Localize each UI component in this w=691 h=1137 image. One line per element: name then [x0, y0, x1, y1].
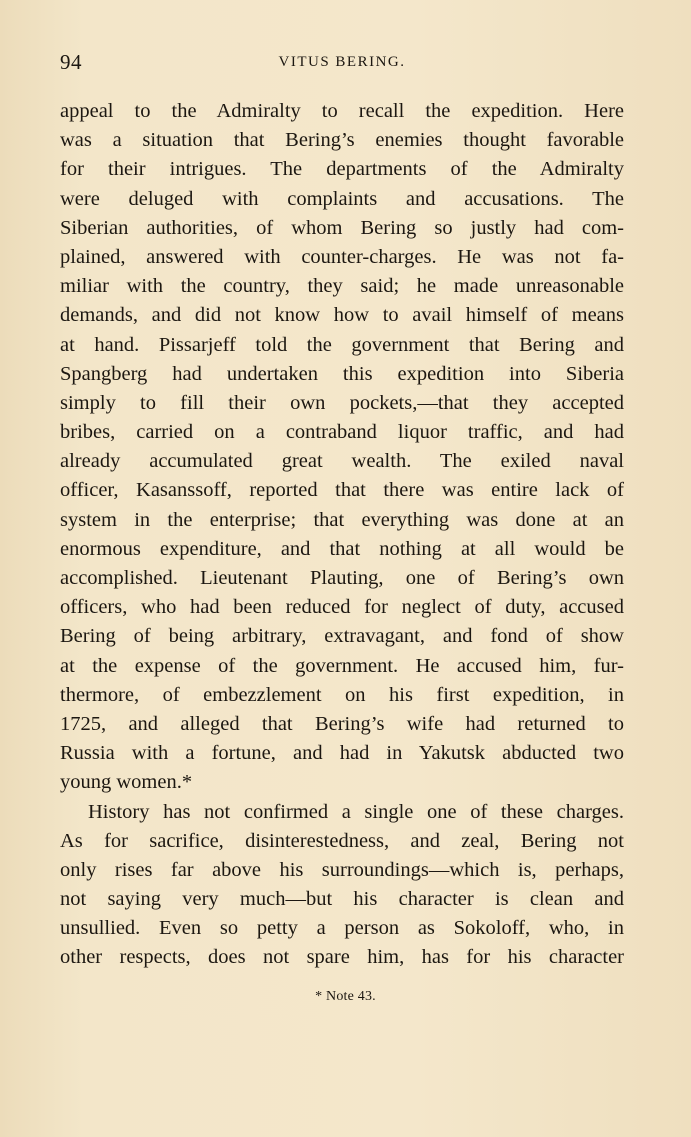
text-line: were deluged with complaints and accusations. The: [60, 187, 624, 210]
paragraph-start-line: History has not confirmed a single one of these charges.: [88, 800, 624, 823]
text-line: accomplished. Lieutenant Plauting, one of Bering’s own: [60, 567, 624, 589]
text-line: only rises far above his surroundings—which is, perhaps,: [60, 858, 624, 881]
text-line: appeal to the Admiralty to recall the expedition. Here: [60, 100, 624, 122]
text-line: As for sacrifice, disinterestedness, and zeal, Bering not: [60, 829, 624, 852]
text-line: Russia with a fortune, and had in Yakutsk abducted two: [60, 742, 624, 765]
text-line: simply to fill their own pockets,—that they accepted: [60, 391, 624, 414]
footnote: * Note 43.: [315, 989, 376, 1004]
text-line: Spangberg had undertaken this expedition into Siberia: [60, 362, 624, 385]
text-line: at the expense of the government. He accused him, fur-: [60, 654, 624, 677]
text-line: enormous expenditure, and that nothing at all would be: [60, 537, 624, 560]
text-line: plained, answered with counter-charges. He was not fa-: [60, 245, 624, 268]
body-text: [60, 97, 624, 973]
text-line: unsullied. Even so petty a person as Sokoloff, who, in: [60, 917, 624, 940]
text-line: system in the enterprise; that everything was done at an: [60, 508, 624, 531]
text-line: for their intrigues. The departments of the Admiralty: [60, 158, 624, 181]
text-line: 1725, and alleged that Bering’s wife had returned to: [60, 712, 624, 735]
page-header: [60, 50, 624, 76]
text-line: demands, and did not know how to avail himself of means: [60, 304, 624, 327]
text-line: officers, who had been reduced for neglect of duty, accused: [60, 596, 624, 619]
text-line: Bering of being arbitrary, extravagant, and fond of show: [60, 625, 624, 648]
text-line: thermore, of embezzlement on his first expedition, in: [60, 683, 624, 706]
text-line: bribes, carried on a contraband liquor traffic, and had: [60, 421, 624, 444]
text-line: officer, Kasanssoff, reported that there was entire lack of: [60, 479, 624, 502]
text-line: miliar with the country, they said; he made unreasonable: [60, 275, 624, 298]
text-line: Siberian authorities, of whom Bering so justly had com-: [60, 216, 624, 239]
page-number: 94: [60, 50, 82, 74]
text-line: already accumulated great wealth. The exiled naval: [60, 450, 624, 473]
text-line: not saying very much—but his character is clean and: [60, 888, 624, 911]
text-line: other respects, does not spare him, has for his character: [60, 946, 624, 969]
running-head: VITUS BERING.: [278, 54, 406, 70]
paragraph-end-line: young women.*: [60, 771, 193, 794]
text-line: at hand. Pissarjeff told the government that Bering and: [60, 333, 624, 356]
text-line: was a situation that Bering’s enemies thought favorable: [60, 129, 624, 152]
